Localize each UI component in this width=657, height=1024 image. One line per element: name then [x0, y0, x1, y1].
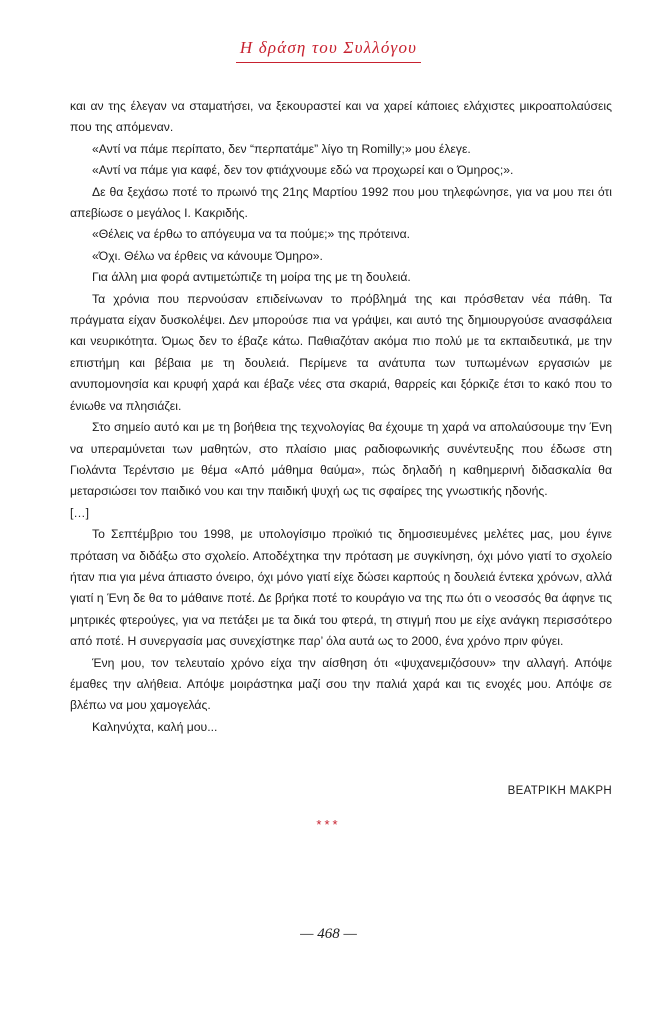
- paragraph: και αν της έλεγαν να σταματήσει, να ξεκουραστεί και να χαρεί κάποιες ελάχιστες μικροαπολαύσεις που της απόμεναν.: [70, 99, 612, 135]
- author-signature: ΒΕΑΤΡΙΚΗ ΜΑΚΡΗ: [507, 785, 612, 797]
- paragraph: Καληνύχτα, καλή μου...: [92, 719, 218, 734]
- paragraph: Για άλλη μια φορά αντιμετώπιζε τη μοίρα της με τη δουλειά.: [92, 270, 411, 285]
- paragraph: «Αντί να πάμε περίπατο, δεν “περπατάμε” λίγο τη Romilly;» μου έλεγε.: [92, 141, 471, 156]
- paragraph: Δε θα ξεχάσω ποτέ το πρωινό της 21ης Μαρτίου 1992 που μου τηλεφώνησε, για να μου πει ότι απεβίωσε ο μεγάλος Ι. Κακριδής.: [70, 184, 612, 221]
- paragraph: «Αντί να πάμε για καφέ, δεν τον φτιάχνουμε εδώ να προχωρεί και ο Όμηρος;».: [92, 163, 514, 178]
- section-separator: ***: [316, 817, 341, 832]
- paragraph: Ένη μου, τον τελευταίο χρόνο είχα την αίσθηση ότι «ψυχανεμιζόσουν» την αλλαγή. Απόψε έμαθες την αλήθεια. Απόψε μοιράστηκα μαζί σου την παλιά χαρά και τις ενοχές μου. Απόψε σε βλέπω να μου χαμογελάς.: [70, 655, 612, 713]
- ellipsis-marker: […]: [70, 505, 89, 520]
- paragraph: Το Σεπτέμβριο του 1998, με υπολογίσιμο προϊκιό τις δημοσιευμένες μελέτες μας, μου έγινε πρόταση να διδάξω στο σχολείο. Αποδέχτηκα την πρόταση με συγκίνηση, όχι μόνο γιατί το σχολείο ήταν πια για μένα άπιαστο όνειρο, όχι μόνο γιατί είχε δώσει καρπούς η δουλειά έντεκα χρόνων, αλλά γιατί η Ένη δε θα το μάθαινε ποτέ. Δε βρήκα ποτέ το κουράγιο να της πω ότι ο νεοσσός θα άφηνε τις μητρικές φτερούγες, για να πετάξει με τα δικά του φτερά, τη στιγμή που με είχε ανάγκη περισσότερο από ποτέ. Η συνεργασία μας συνεχίστηκε παρ’ όλα αυτά ως το 2000, ένα χρόνο πριν φύγει.: [70, 527, 612, 649]
- paragraph: «Θέλεις να έρθω το απόγευμα να τα πούμε;» της πρότεινα.: [92, 227, 411, 242]
- body-text: [70, 96, 612, 738]
- paragraph: Στο σημείο αυτό και με τη βοήθεια της τεχνολογίας θα έχουμε τη χαρά να απολαύσουμε την Ένη να υπεραμύνεται των μαθητών, στο πλαίσιο μιας ραδιοφωνικής συνέντευξης που έδωσε στη Γιολάντα Τερέντσιο με θέμα «Από μάθημα θαύμα», πώς δηλαδή η καθημερινή διδασκαλία θα μεταρσιώσει τον παιδικό νου και την παιδική ψυχή ως τις σφαίρες της γνωστικής ηδονής.: [70, 420, 612, 499]
- running-head: [0, 38, 657, 63]
- page-number: — 468 —: [300, 926, 357, 942]
- running-title: Η δράση του Συλλόγου: [236, 38, 421, 63]
- paragraph: «Όχι. Θέλω να έρθεις να κάνουμε Όμηρο».: [92, 248, 323, 263]
- paragraph: Τα χρόνια που περνούσαν επιδείνωναν το πρόβλημά της και πρόσθεταν νέα πάθη. Τα πράγματα είχαν δυσκολέψει. Δεν μπορούσε πια να γράψει, και αυτό της δημιουργούσε ανασφάλεια και νευρικότητα. Όμως δεν το έβαζε κάτω. Παθιαζόταν ακόμα πιο πολύ με τα εκπαιδευτικά, με την επιστήμη και βέβαια με τη δουλειά. Περίμενε τα ανάτυπα των τυπωμένων εργασιών με ανυπομονησία και κρυφή χαρά και έβαζε νέες στα σκαριά, θαρρείς και ξόρκιζε έτσι το κακό που το ένιωθε να πλησιάζει.: [70, 291, 612, 413]
